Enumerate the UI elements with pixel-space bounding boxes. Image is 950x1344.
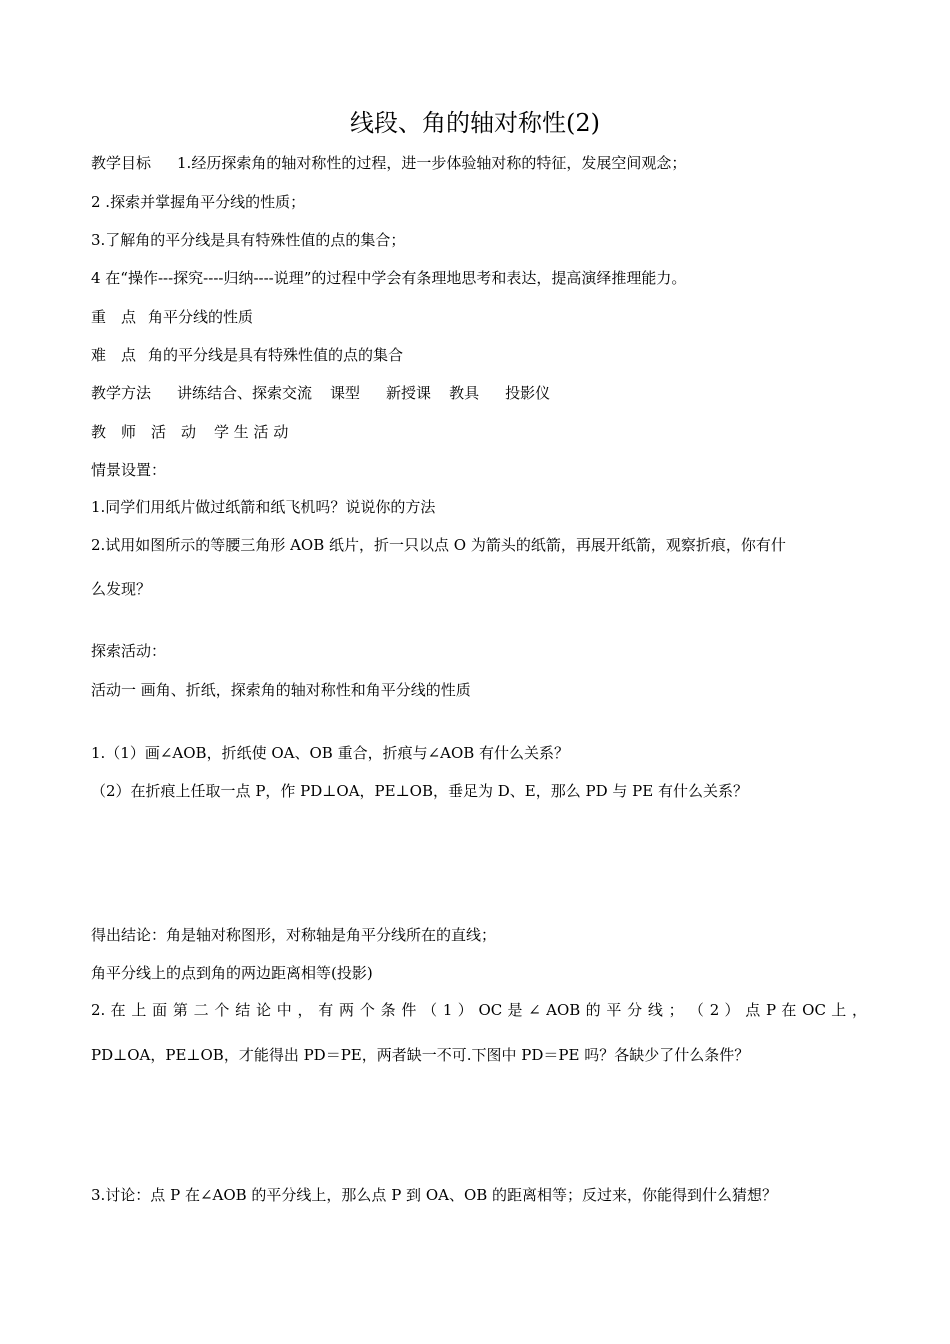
method-text: 讲练结合、探索交流	[177, 384, 313, 402]
key-point-label: 重 点	[91, 308, 137, 326]
exploration-question-1-2: （2）在折痕上任取一点 P，作 PD⊥OA，PE⊥OB，垂足为 D、E，那么 PD 与 PE 有什么关系？	[91, 782, 748, 800]
activity-header-row	[91, 421, 288, 443]
question-2-line-1: 2. 在 上 面 第 二 个 结 论 中 ， 有 两 个 条 件 （ 1 ） OC 是 ∠ AOB 的 平 分 线 ； （ 2 ） 点 P 在 OC 上 ，	[91, 1001, 867, 1019]
difficulty-row	[91, 344, 403, 366]
teacher-activity-header: 教 师 活 动	[91, 423, 197, 441]
objective-item-4: 4 在“操作---探究----归纳----说理”的过程中学会有条理地思考和表达，提高演绎推理能力。	[91, 269, 687, 287]
objectives-label: 教学目标	[91, 154, 152, 172]
page-title: 线段、角的轴对称性(2)	[350, 109, 600, 137]
conclusion-line-2: 角平分线上的点到角的两边距离相等(投影)	[91, 964, 373, 982]
lesson-type-label: 课型	[330, 384, 361, 402]
scenario-label: 情景设置：	[91, 461, 167, 479]
scenario-question-2-line-1: 2.试用如图所示的等腰三角形 AOB 纸片，折一只以点 O 为箭头的纸箭，再展开纸箭，观察折痕，你有什	[91, 536, 786, 554]
exploration-question-1-1: 1.（1）画∠AOB，折纸使 OA、OB 重合，折痕与∠AOB 有什么关系？	[91, 744, 570, 762]
objective-item-3: 3.了解角的平分线是具有特殊性值的点的集合；	[91, 231, 406, 249]
scenario-question-1: 1.同学们用纸片做过纸箭和纸飞机吗？说说你的方法	[91, 498, 436, 516]
student-activity-header: 学 生 活 动	[214, 423, 289, 441]
lesson-type-value: 新授课	[386, 384, 432, 402]
method-label: 教学方法	[91, 384, 152, 402]
conclusion-line-1: 得出结论：角是轴对称图形，对称轴是角平分线所在的直线；	[91, 926, 497, 944]
activity-one-title: 活动一 画角、折纸，探索角的轴对称性和角平分线的性质	[91, 681, 471, 699]
tools-label: 教具	[449, 384, 480, 402]
tools-value: 投影仪	[505, 384, 551, 402]
method-row	[91, 382, 550, 404]
difficulty-label: 难 点	[91, 346, 137, 364]
key-point-text: 角平分线的性质	[148, 308, 254, 326]
key-point-row	[91, 306, 253, 328]
scenario-question-2-line-2: 么发现？	[91, 580, 152, 598]
exploration-label: 探索活动：	[91, 642, 167, 660]
question-3: 3.讨论：点 P 在∠AOB 的平分线上，那么点 P 到 OA、OB 的距离相等；反过来，你能得到什么猜想？	[91, 1186, 778, 1204]
question-2-line-2: PD⊥OA，PE⊥OB，才能得出 PD＝PE，两者缺一不可.下图中 PD＝PE 吗？各缺少了什么条件？	[91, 1046, 750, 1064]
difficulty-text: 角的平分线是具有特殊性值的点的集合	[148, 346, 404, 364]
objectives-row-1	[91, 152, 686, 174]
objective-item-2: 2 .探索并掌握角平分线的性质；	[91, 193, 306, 211]
objective-item-1: 1.经历探索角的轴对称性的过程，进一步体验轴对称的特征，发展空间观念；	[177, 154, 687, 172]
